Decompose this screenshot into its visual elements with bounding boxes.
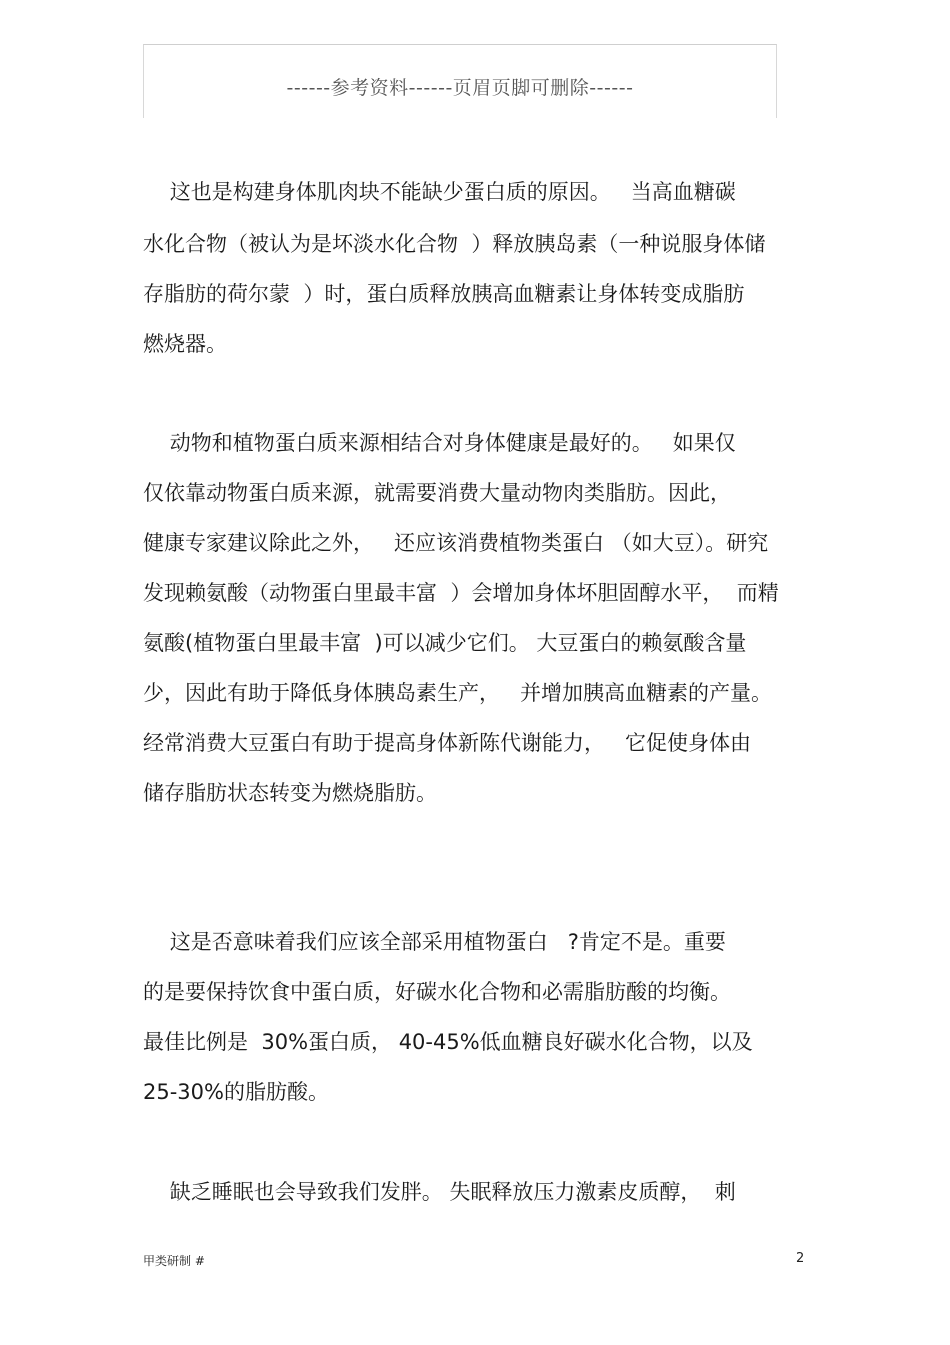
- paragraph-line: 最佳比例是 30%蛋白质， 40-45%低血糖良好碳水化合物，以及: [143, 1030, 753, 1054]
- paragraph-line: 25-30%的脂肪酸。: [143, 1080, 329, 1104]
- paragraph-line: 氨酸(植物蛋白里最丰富 )可以减少它们。 大豆蛋白的赖氨酸含量: [143, 631, 747, 655]
- paragraph-line: 经常消费大豆蛋白有助于提高身体新陈代谢能力， 它促使身体由: [143, 731, 752, 755]
- page-header: [143, 44, 777, 118]
- paragraph-line: 的是要保持饮食中蛋白质，好碳水化合物和必需脂肪酸的均衡。: [143, 980, 731, 1004]
- paragraph-line: 燃烧器。: [143, 332, 227, 356]
- paragraph-line: 动物和植物蛋白质来源相结合对身体健康是最好的。 如果仅: [143, 431, 736, 455]
- page-number: 2: [796, 1251, 805, 1266]
- paragraph-line: 存脂肪的荷尔蒙 ）时，蛋白质释放胰高血糖素让身体转变成脂肪: [143, 282, 745, 306]
- footer-label: 甲类研制 #: [143, 1254, 205, 1268]
- paragraph-line: 健康专家建议除此之外， 还应该消费植物类蛋白 （如大豆）。研究: [143, 531, 769, 555]
- paragraph-line: 这也是构建身体肌肉块不能缺少蛋白质的原因。 当高血糖碳: [143, 180, 736, 204]
- paragraph-line: 仅依靠动物蛋白质来源，就需要消费大量动物肉类脂肪。因此，: [143, 481, 731, 505]
- paragraph-line: 水化合物（被认为是坏淡水化合物 ）释放胰岛素（一种说服身体储: [143, 232, 766, 256]
- paragraph-line: 少，因此有助于降低身体胰岛素生产， 并增加胰高血糖素的产量。: [143, 681, 773, 705]
- paragraph-line: 发现赖氨酸（动物蛋白里最丰富 ）会增加身体坏胆固醇水平， 而精: [143, 581, 779, 605]
- header-watermark-text: ------参考资料------页眉页脚可删除------: [286, 77, 634, 99]
- paragraph-line: 这是否意味着我们应该全部采用植物蛋白 ?肯定不是。重要: [143, 930, 726, 954]
- paragraph-line: 缺乏睡眠也会导致我们发胖。 失眠释放压力激素皮质醇， 刺: [143, 1180, 736, 1204]
- paragraph-line: 储存脂肪状态转变为燃烧脂肪。: [143, 781, 437, 805]
